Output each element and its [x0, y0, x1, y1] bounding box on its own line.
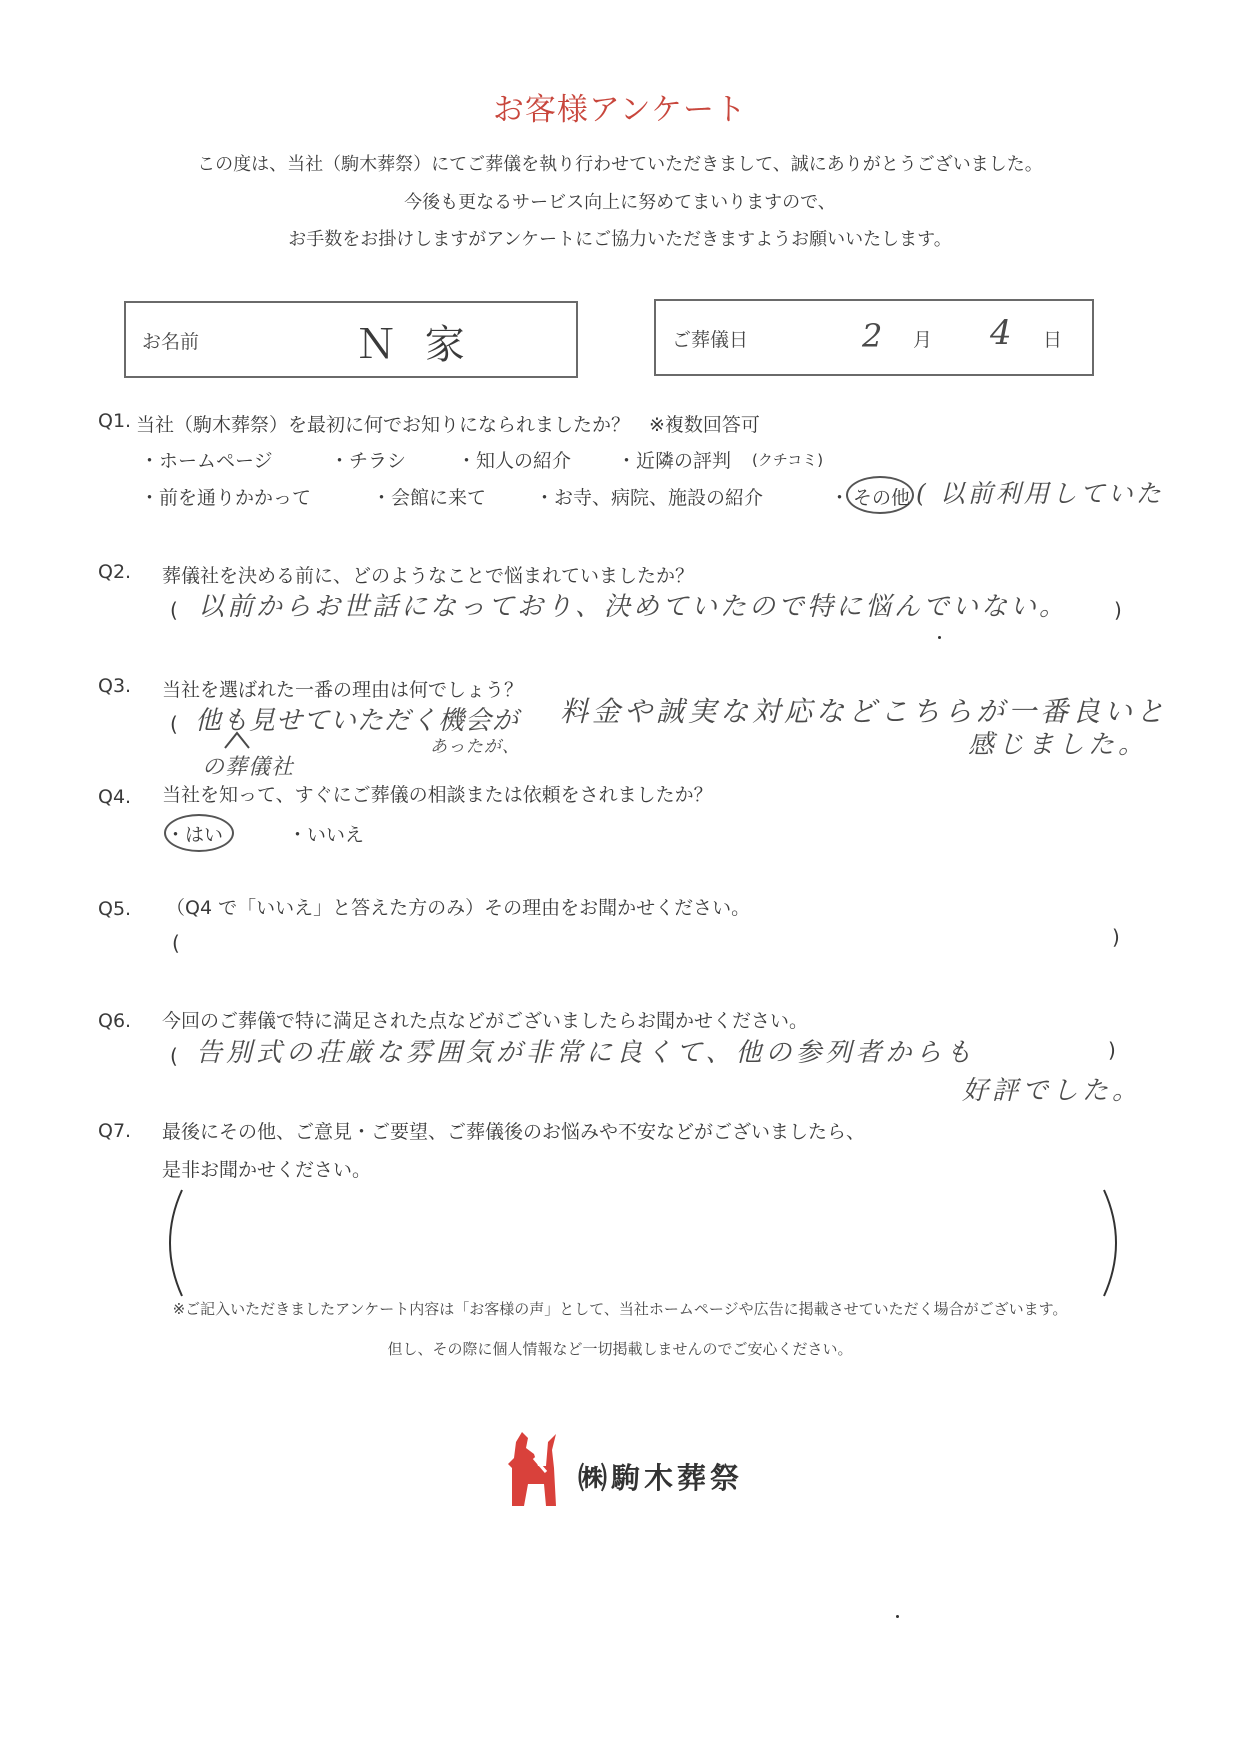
date-label: ご葬儀日 — [672, 329, 749, 351]
q5-close-paren: ) — [1112, 925, 1120, 949]
speck — [938, 636, 941, 639]
q1-text: 当社（駒木葬祭）を最初に何でお知りになられましたか？ ※複数回答可 — [136, 414, 760, 436]
q2-number: Q2. — [98, 561, 132, 583]
note-line-2: 但し、その際に個人情報など一切掲載しませんのでご安心ください。 — [387, 1340, 853, 1358]
q1-option-other[interactable]: その他 — [853, 487, 911, 509]
company-horse-logo-icon — [504, 1428, 560, 1508]
q1-option-homepage[interactable]: ・ホームページ — [140, 450, 273, 472]
q2-close-paren: ) — [1114, 598, 1122, 622]
q3-answer-a: 他も見せていただく機会が — [195, 706, 520, 736]
intro-line-1: この度は、当社（駒木葬祭）にてご葬儀を執り行わせていただきまして、誠にありがとうございました。 — [197, 154, 1043, 175]
q5-text: （Q4 で「いいえ」と答えた方のみ）その理由をお聞かせください。 — [166, 897, 751, 919]
q1-option-flyer[interactable]: ・チラシ — [330, 450, 407, 472]
q6-open-paren: ( — [170, 1044, 178, 1068]
q7-text-2: 是非お聞かせください。 — [162, 1159, 372, 1181]
q4-option-no[interactable]: ・いいえ — [288, 824, 365, 846]
q1-option-reputation[interactable]: ・近隣の評判 — [617, 450, 732, 472]
q2-open-paren: ( — [170, 598, 178, 622]
q5-number: Q5. — [98, 898, 132, 920]
q6-answer-2: 好評でした。 — [962, 1076, 1143, 1106]
q3-answer-c: 感じました。 — [968, 730, 1149, 760]
q3-text: 当社を選ばれた一番の理由は何でしょう？ — [162, 679, 524, 701]
q7-open-bracket — [156, 1188, 186, 1298]
q4-option-yes[interactable]: ・はい — [166, 824, 224, 846]
date-box[interactable] — [654, 299, 1094, 376]
q5-open-paren: ( — [172, 931, 180, 955]
q7-close-bracket — [1100, 1188, 1130, 1298]
name-label: お名前 — [142, 331, 200, 353]
month-value: 2 — [862, 317, 886, 355]
q6-number: Q6. — [98, 1010, 132, 1032]
q7-text-1: 最後にその他、ご意見・ご要望、ご葬儀後のお悩みや不安などがございましたら、 — [162, 1121, 866, 1143]
q1-option-referral[interactable]: ・知人の紹介 — [457, 450, 572, 472]
month-label: 月 — [913, 329, 933, 351]
q1-option-other-bullet: ・ — [830, 487, 850, 509]
q1-option-temple-hospital[interactable]: ・お寺、病院、施設の紹介 — [535, 487, 764, 509]
name-value: Ｎ 家 — [356, 322, 473, 368]
q3-open-paren: ( — [170, 712, 178, 736]
q3-number: Q3. — [98, 675, 132, 697]
intro-line-3: お手数をお掛けしますがアンケートにご協力いただきますようお願いいたします。 — [288, 229, 952, 250]
q1-number: Q1. — [98, 410, 132, 432]
q3-answer-b: 料金や誠実な対応などこちらが一番良いと — [560, 695, 1169, 728]
q6-close-paren: ) — [1108, 1038, 1116, 1062]
insert-caret-icon — [222, 728, 252, 750]
q1-option-passing-by[interactable]: ・前を通りかかって — [140, 487, 312, 509]
q3-answer-a-sub: あったが、 — [430, 737, 520, 757]
q3-answer-insert: の葬儀社 — [202, 755, 295, 780]
intro-line-2: 今後も更なるサービス向上に努めてまいりますので、 — [404, 192, 836, 213]
day-value: 4 — [990, 313, 1015, 353]
name-box[interactable] — [124, 301, 578, 378]
q1-answer: ( 以前利用していた — [916, 479, 1164, 508]
note-line-1: ※ご記入いただきましたアンケート内容は「お客様の声」として、当社ホームページや広告に掲載させていただく場合がございます。 — [172, 1300, 1068, 1318]
q1-option-hall-visit[interactable]: ・会館に来て — [372, 487, 487, 509]
speck — [896, 1615, 899, 1618]
q7-number: Q7. — [98, 1120, 132, 1142]
q6-answer: 告別式の荘厳な雰囲気が非常に良くて、他の参列者からも — [196, 1038, 976, 1068]
q1-option-reputation-note: (クチコミ) — [752, 451, 824, 469]
page-title: お客様アンケート — [492, 92, 748, 128]
company-name: ㈱駒木葬祭 — [578, 1461, 744, 1495]
day-label: 日 — [1043, 329, 1063, 351]
q4-text: 当社を知って、すぐにご葬儀の相談または依頼をされましたか？ — [162, 784, 713, 806]
q2-text: 葬儀社を決める前に、どのようなことで悩まれていましたか？ — [162, 565, 695, 587]
q2-answer: 以前からお世話になっており、決めていたので特に悩んでいない。 — [198, 592, 1069, 622]
q6-text: 今回のご葬儀で特に満足された点などがございましたらお聞かせください。 — [162, 1010, 809, 1032]
q4-number: Q4. — [98, 786, 132, 808]
